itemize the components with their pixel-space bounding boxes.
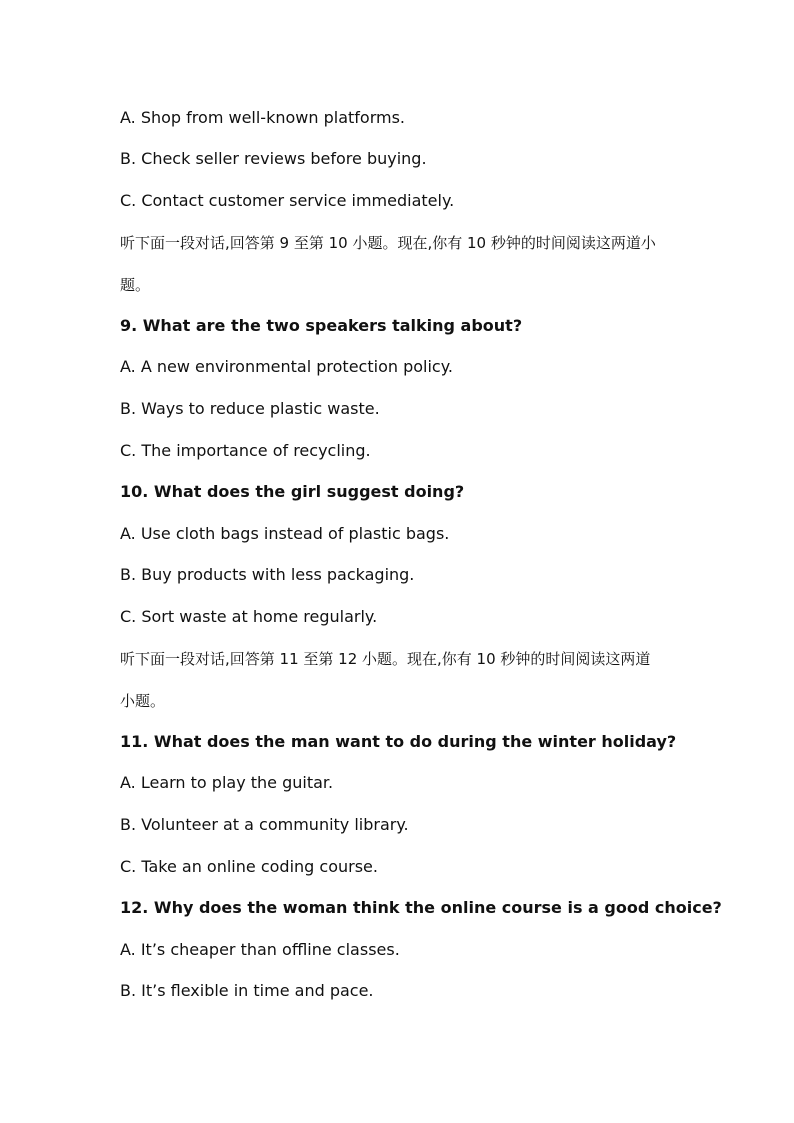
q11-option-b: B. Volunteer at a community library. [120, 815, 409, 834]
question-11: 11. What does the man want to do during the winter holiday? [120, 732, 677, 751]
q8-option-c: C. Contact customer service immediately. [120, 191, 455, 210]
q10-option-a: A. Use cloth bags instead of plastic bags. [120, 524, 450, 543]
q8-option-a: A. Shop from well-known platforms. [120, 108, 405, 127]
q9-option-c: C. The importance of recycling. [120, 441, 371, 460]
q11-option-c: C. Take an online coding course. [120, 857, 378, 876]
q12-option-a: A. It’s cheaper than offline classes. [120, 940, 400, 959]
section-instruction-line-1: 听下面一段对话,回答第 9 至第 10 小题。现在,你有 10 秒钟的时间阅读这两道小 [120, 234, 656, 252]
question-12: 12. Why does the woman think the online course is a good choice? [120, 898, 722, 917]
q10-option-b: B. Buy products with less packaging. [120, 565, 415, 584]
q10-option-c: C. Sort waste at home regularly. [120, 607, 378, 626]
section-instruction-2-line-2: 小题。 [120, 692, 166, 710]
q9-option-a: A. A new environmental protection policy. [120, 357, 453, 376]
question-9: 9. What are the two speakers talking about? [120, 316, 523, 335]
section-instruction-2-line-1: 听下面一段对话,回答第 11 至第 12 小题。现在,你有 10 秒钟的时间阅读这两道 [120, 650, 651, 668]
question-10: 10. What does the girl suggest doing? [120, 482, 465, 501]
q12-option-b: B. It’s flexible in time and pace. [120, 981, 374, 1000]
q11-option-a: A. Learn to play the guitar. [120, 773, 334, 792]
q8-option-b: B. Check seller reviews before buying. [120, 149, 427, 168]
q9-option-b: B. Ways to reduce plastic waste. [120, 399, 380, 418]
section-instruction-line-2: 题。 [120, 276, 151, 294]
